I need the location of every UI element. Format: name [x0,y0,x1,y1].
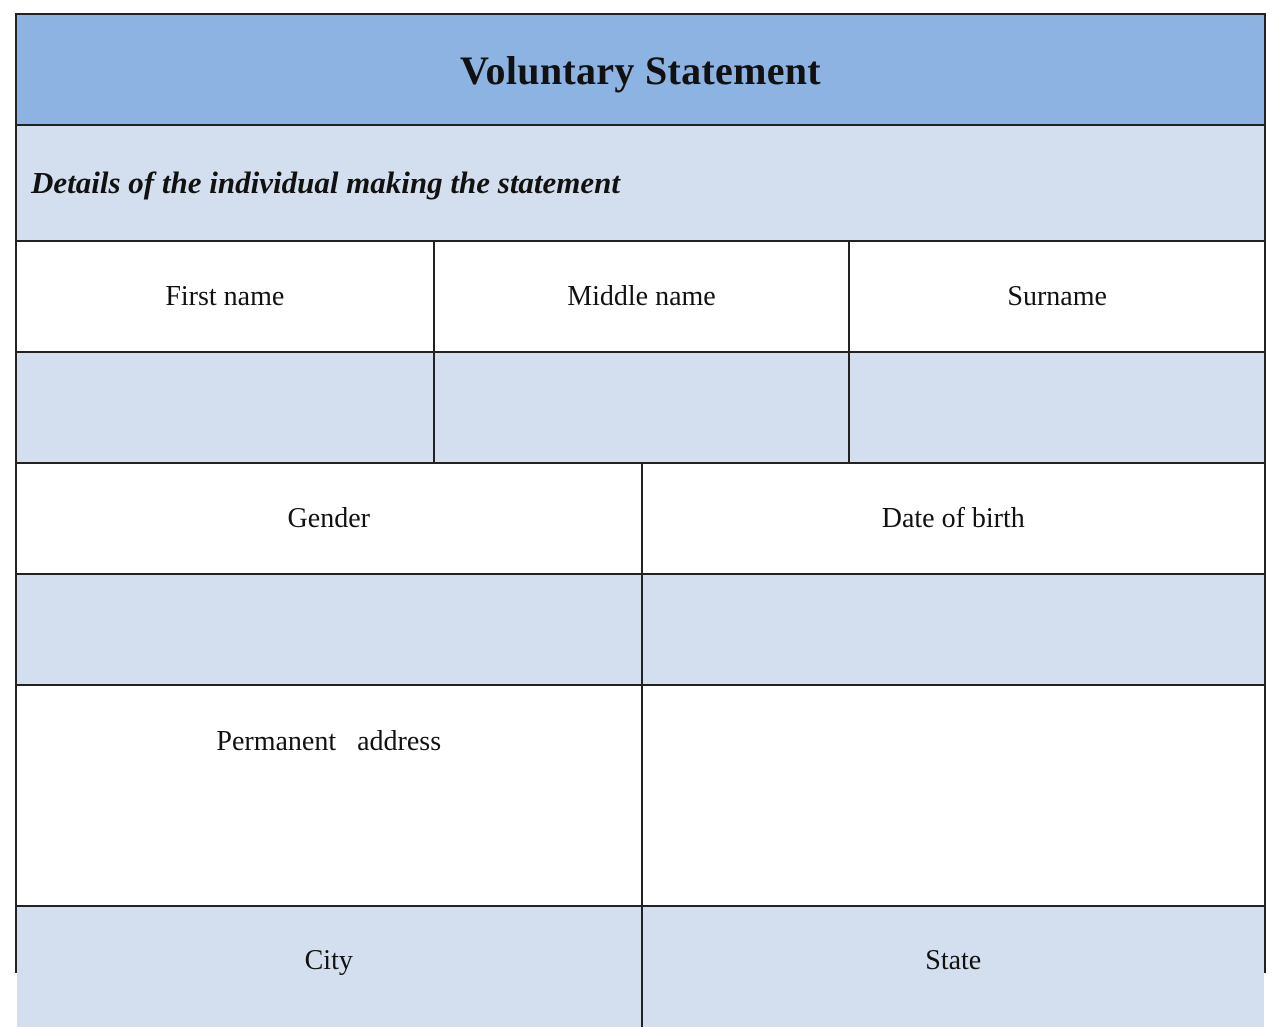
permanent-address-field[interactable] [641,686,1265,905]
surname-field[interactable] [848,353,1264,462]
date-of-birth-field[interactable] [641,575,1265,684]
state-label-text: State [925,945,982,976]
gender-dob-inputs-row [17,575,1264,686]
surname-label: Surname [848,242,1264,351]
name-labels-row [17,242,1264,353]
title-row [17,15,1264,126]
voluntary-statement-form [15,13,1266,976]
address-label-cell [17,686,641,905]
gender-dob-labels-row [17,464,1264,575]
gender-label: Gender [17,464,641,573]
form-title: Voluntary Statement [460,48,821,93]
section-heading: Details of the individual making the statement [31,165,621,200]
state-label [641,907,1265,1027]
middle-name-label: Middle name [433,242,849,351]
date-of-birth-label: Date of birth [641,464,1265,573]
first-name-label: First name [17,242,433,351]
first-name-field[interactable] [17,353,433,462]
city-label [17,907,641,1027]
address-row [17,686,1264,907]
permanent-address-label: Permanent address [216,726,442,757]
name-inputs-row [17,353,1264,464]
gender-field[interactable] [17,575,641,684]
middle-name-field[interactable] [433,353,849,462]
city-label-text: City [304,945,353,976]
city-state-row [17,907,1264,1027]
section-heading-row [17,126,1264,242]
